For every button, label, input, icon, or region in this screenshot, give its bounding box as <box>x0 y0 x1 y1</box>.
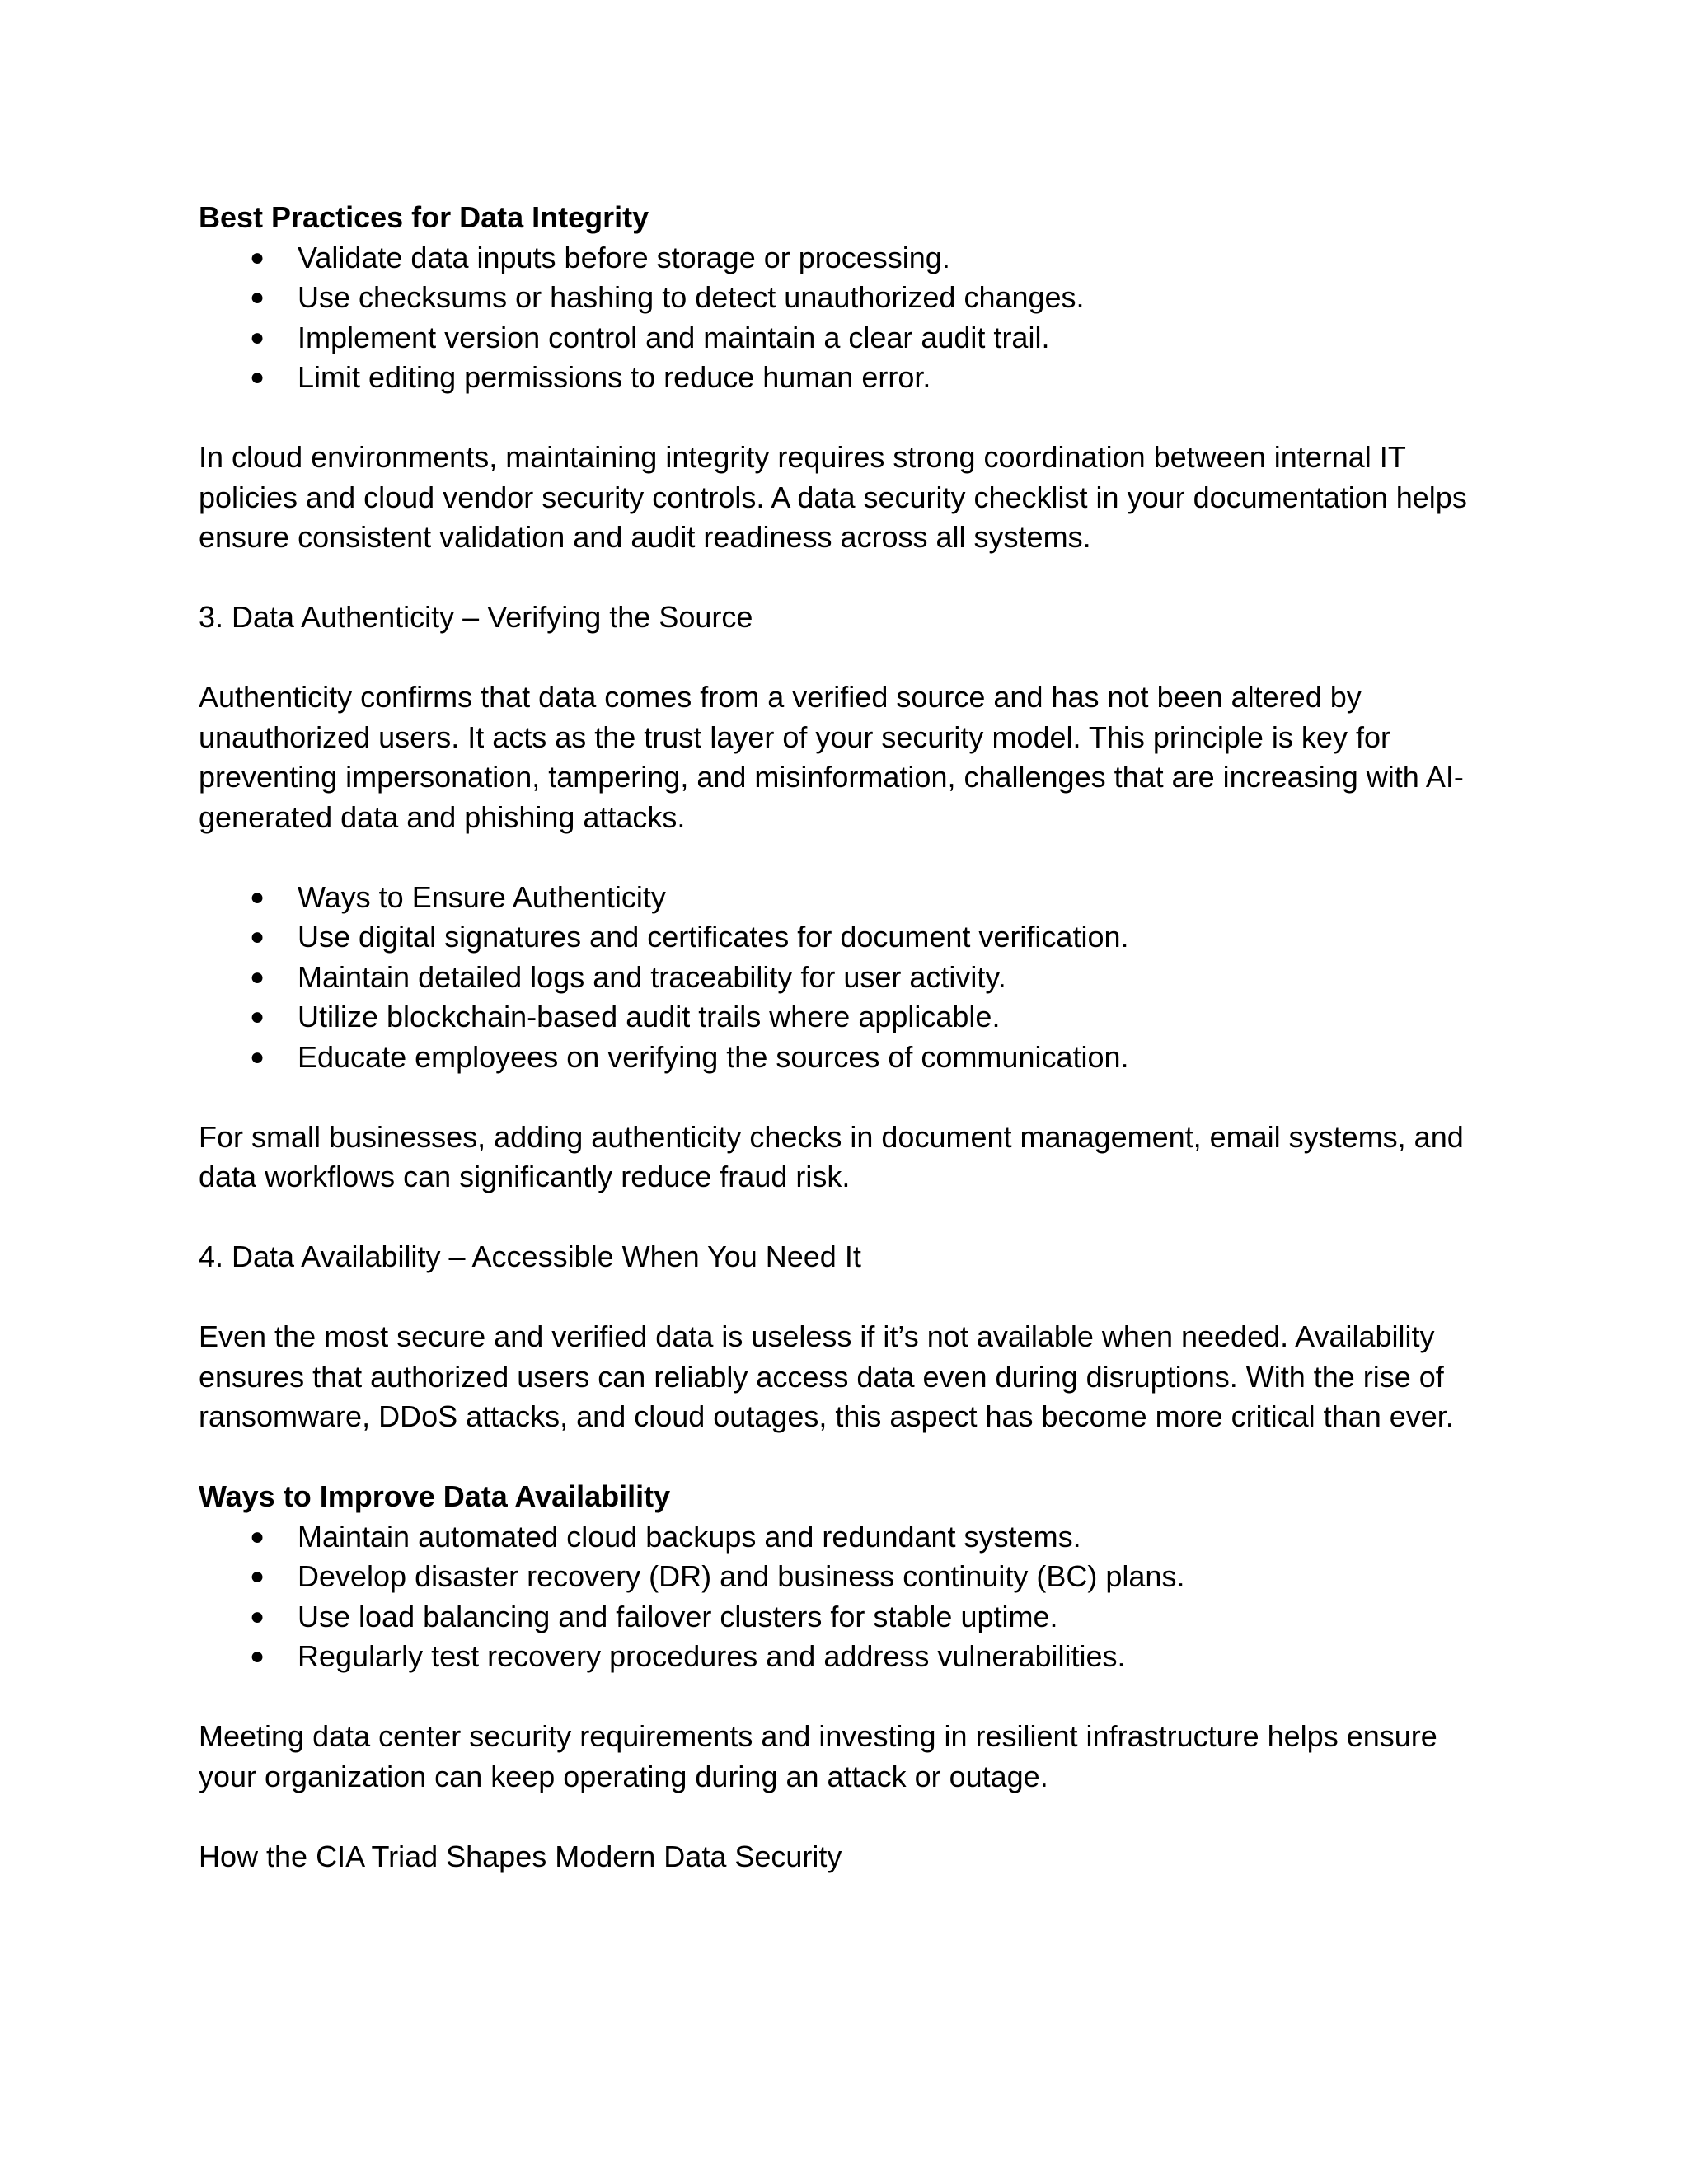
list-item: ● Ways to Ensure Authenticity <box>199 878 1501 918</box>
bullet-icon: ● <box>250 1043 265 1071</box>
list-item: ● Use checksums or hashing to detect unauthorized changes. <box>199 278 1501 318</box>
list-item: ● Educate employees on verifying the sources of communication. <box>199 1038 1501 1078</box>
availability-list <box>199 1517 1501 1677</box>
integrity-cloud-paragraph: In cloud environments, maintaining integrity requires strong coordination between internal IT policies and cloud vendor security controls. A data security checklist in your documentation helps ensure consistent validation and audit readiness across all systems. <box>199 440 1467 554</box>
list-item: ● Maintain automated cloud backups and redundant systems. <box>199 1517 1501 1558</box>
spacer <box>199 837 1501 878</box>
spacer <box>199 1437 1501 1478</box>
spacer <box>199 1197 1501 1238</box>
spacer <box>199 1077 1501 1118</box>
bullet-icon: ● <box>250 1522 265 1550</box>
bullet-icon: ● <box>250 963 265 991</box>
spacer <box>199 398 1501 438</box>
list-item: ● Use digital signatures and certificates for document verification. <box>199 917 1501 958</box>
list-item: ● Develop disaster recovery (DR) and business continuity (BC) plans. <box>199 1557 1501 1597</box>
bullet-icon: ● <box>250 883 265 911</box>
availability-paragraph: Even the most secure and verified data is useless if it’s not available when needed. Availability ensures that authorized users can reliably access data even during disruptions. With the rise of ransomware, DDoS attacks, and cloud outages, this aspect has become more critical than ever. <box>199 1319 1454 1433</box>
authenticity-paragraph: Authenticity confirms that data comes from a verified source and has not been altered by unauthorized users. It acts as the trust layer of your security model. This principle is key for preventing impersonation, tampering, and misinformation, challenges that are increasing with AI-generated data and phishing attacks. <box>199 680 1464 834</box>
availability-subheading: Ways to Improve Data Availability <box>199 1479 671 1513</box>
spacer <box>199 1677 1501 1718</box>
bullet-icon: ● <box>250 1563 265 1590</box>
authenticity-closing-paragraph: For small businesses, adding authenticity checks in document management, email systems, and data workflows can significantly reduce fraud risk. <box>199 1119 1464 1193</box>
list-item: ● Implement version control and maintain a clear audit trail. <box>199 318 1501 359</box>
document-page <box>199 198 1501 1877</box>
list-item: ● Utilize blockchain-based audit trails where applicable. <box>199 997 1501 1038</box>
spacer <box>199 558 1501 598</box>
authenticity-list <box>199 878 1501 1078</box>
bullet-icon: ● <box>250 923 265 950</box>
spacer <box>199 1797 1501 1837</box>
bullet-icon: ● <box>250 1003 265 1030</box>
spacer <box>199 1277 1501 1318</box>
bullet-icon: ● <box>250 243 265 271</box>
availability-closing-paragraph: Meeting data center security requirements and investing in resilient infrastructure helps ensure your organization can keep operating during an attack or outage. <box>199 1719 1437 1793</box>
list-item: ● Regularly test recovery procedures and address vulnerabilities. <box>199 1637 1501 1677</box>
bullet-icon: ● <box>250 323 265 351</box>
cia-heading: How the CIA Triad Shapes Modern Data Security <box>199 1839 842 1873</box>
integrity-practices-list <box>199 238 1501 398</box>
authenticity-heading: 3. Data Authenticity – Verifying the Source <box>199 600 753 634</box>
availability-heading: 4. Data Availability – Accessible When You Need It <box>199 1240 861 1273</box>
list-item: ● Maintain detailed logs and traceability for user activity. <box>199 958 1501 998</box>
bullet-icon: ● <box>250 1602 265 1630</box>
list-item: ● Use load balancing and failover clusters for stable uptime. <box>199 1597 1501 1638</box>
bullet-icon: ● <box>250 363 265 391</box>
integrity-practices-heading: Best Practices for Data Integrity <box>199 200 649 234</box>
bullet-icon: ● <box>250 1643 265 1670</box>
spacer <box>199 638 1501 678</box>
list-item: ● Limit editing permissions to reduce human error. <box>199 358 1501 398</box>
list-item: ● Validate data inputs before storage or processing. <box>199 238 1501 279</box>
bullet-icon: ● <box>250 284 265 311</box>
